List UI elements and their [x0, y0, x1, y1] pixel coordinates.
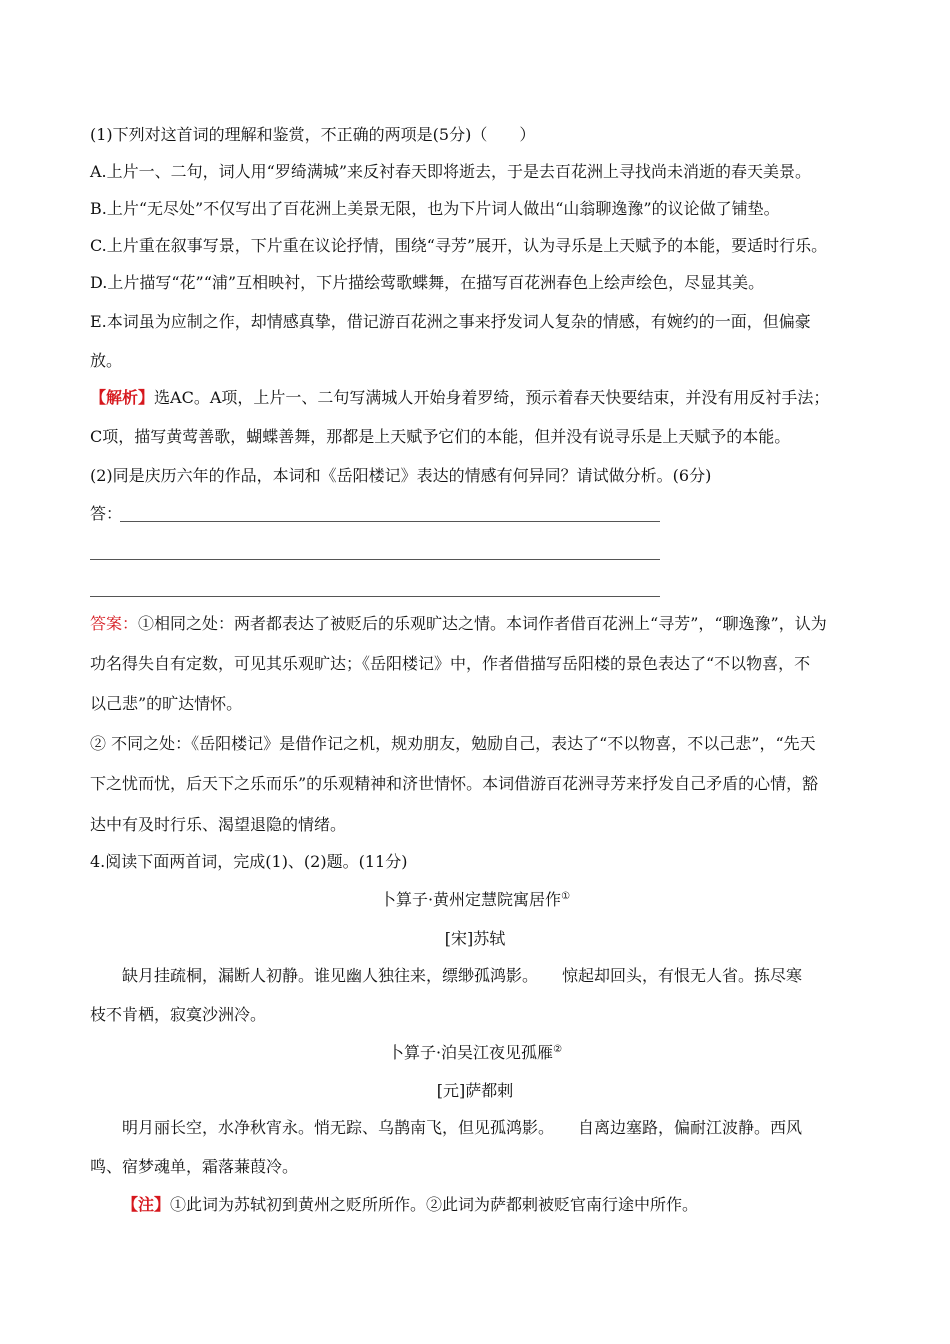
- poem2-line2: 鸣、宿梦魂单，霜落蒹葭冷。: [90, 1157, 299, 1176]
- q2-answer-line3: 以己悲”的旷达情怀。: [90, 694, 243, 713]
- answer-prompt: 答：: [90, 504, 123, 523]
- q2-answer-line6: 达中有及时行乐、渴望退隐的情绪。: [90, 815, 347, 834]
- q2-answer-line4: ② 不同之处：《岳阳楼记》是借作记之机，规劝朋友，勉励自己，表达了“不以物喜，不以己悲”，“先天: [90, 734, 816, 753]
- note-text: ①此词为苏轼初到黄州之贬所所作。②此词为萨都剌被贬官南行途中所作。: [170, 1195, 699, 1214]
- poem1-title-text: 卜算子·黄州定慧院寓居作: [379, 890, 562, 909]
- q1-stem: (1)下列对这首词的理解和鉴赏，不正确的两项是(5分)（ ）: [90, 125, 536, 144]
- poem2-author: [元]萨都剌: [436, 1081, 514, 1100]
- answer-text-1: ①相同之处：两者都表达了被贬后的乐观旷达之情。本词作者借百花洲上“寻芳”，“聊逸豫”，认为: [138, 614, 827, 633]
- answer-line-3[interactable]: [90, 596, 660, 597]
- notes-line: [122, 1195, 698, 1215]
- q2-answer-line5: 下之忧而忧，后天下之乐而乐”的乐观精神和济世情怀。本词借游百花洲寻芳来抒发自己矛盾的心情，豁: [90, 774, 819, 793]
- poem2-title-text: 卜算子·泊吴江夜见孤雁: [387, 1043, 554, 1062]
- poem1-line2: 枝不肯栖，寂寞沙洲冷。: [90, 1005, 267, 1024]
- q1-option-c: C.上片重在叙事写景，下片重在议论抒情，围绕“寻芳”展开，认为寻乐是上天赋予的本能，要适时行乐。: [90, 236, 828, 255]
- q2-answer-line1: [90, 614, 827, 634]
- q1-option-a: A.上片一、二句，词人用“罗绮满城”来反衬春天即将逝去，于是去百花洲上寻找尚未消逝的春天美景。: [90, 162, 812, 181]
- q1-analysis-line1: [90, 388, 829, 408]
- analysis-tag: 【解析】: [90, 388, 155, 407]
- q1-option-b: B.上片“无尽处”不仅写出了百花洲上美景无限，也为下片词人做出“山翁聊逸豫”的议论做了铺垫。: [90, 199, 780, 218]
- q1-analysis-line2: C项，描写黄莺善歌，蝴蝶善舞，那都是上天赋予它们的本能，但并没有说寻乐是上天赋予的本能。: [90, 427, 791, 446]
- poem1-note-mark: ①: [561, 891, 571, 902]
- analysis-text-1: 选AC。A项，上片一、二句写满城人开始身着罗绮，预示着春天快要结束，并没有用反衬手法；: [154, 388, 830, 407]
- q1-option-e-line2: 放。: [90, 351, 123, 370]
- poem2-line1: 明月丽长空，水净秋宵永。悄无踪、乌鹊南飞，但见孤鸿影。 自离边塞路，偏耐江波静。西风: [122, 1118, 803, 1137]
- answer-line-2[interactable]: [90, 559, 660, 560]
- q1-option-e-line1: E.本词虽为应制之作，却情感真挚，借记游百花洲之事来抒发词人复杂的情感，有婉约的一面，但偏豪: [90, 312, 811, 331]
- answer-line-1[interactable]: [120, 521, 660, 522]
- note-tag: 【注】: [122, 1195, 171, 1214]
- answer-tag: 答案：: [90, 614, 139, 633]
- poem2-note-mark: ②: [553, 1044, 563, 1055]
- q4-stem: 4.阅读下面两首词，完成(1)、(2)题。(11分): [90, 852, 408, 871]
- poem1-title: [0, 890, 950, 910]
- poem2-title: [0, 1043, 950, 1063]
- q1-option-d: D.上片描写“花”“浦”互相映衬，下片描绘莺歌蝶舞，在描写百花洲春色上绘声绘色，尽显其美。: [90, 273, 765, 292]
- poem1-author: [宋]苏轼: [444, 929, 506, 948]
- poem1-line1: 缺月挂疏桐，漏断人初静。谁见幽人独往来，缥缈孤鸿影。 惊起却回头，有恨无人省。拣尽寒: [122, 966, 803, 985]
- q2-stem: (2)同是庆历六年的作品，本词和《岳阳楼记》表达的情感有何异同？请试做分析。(6分): [90, 466, 712, 485]
- q2-answer-line2: 功名得失自有定数，可见其乐观旷达；《岳阳楼记》中，作者借描写岳阳楼的景色表达了“不以物喜，不: [90, 654, 811, 673]
